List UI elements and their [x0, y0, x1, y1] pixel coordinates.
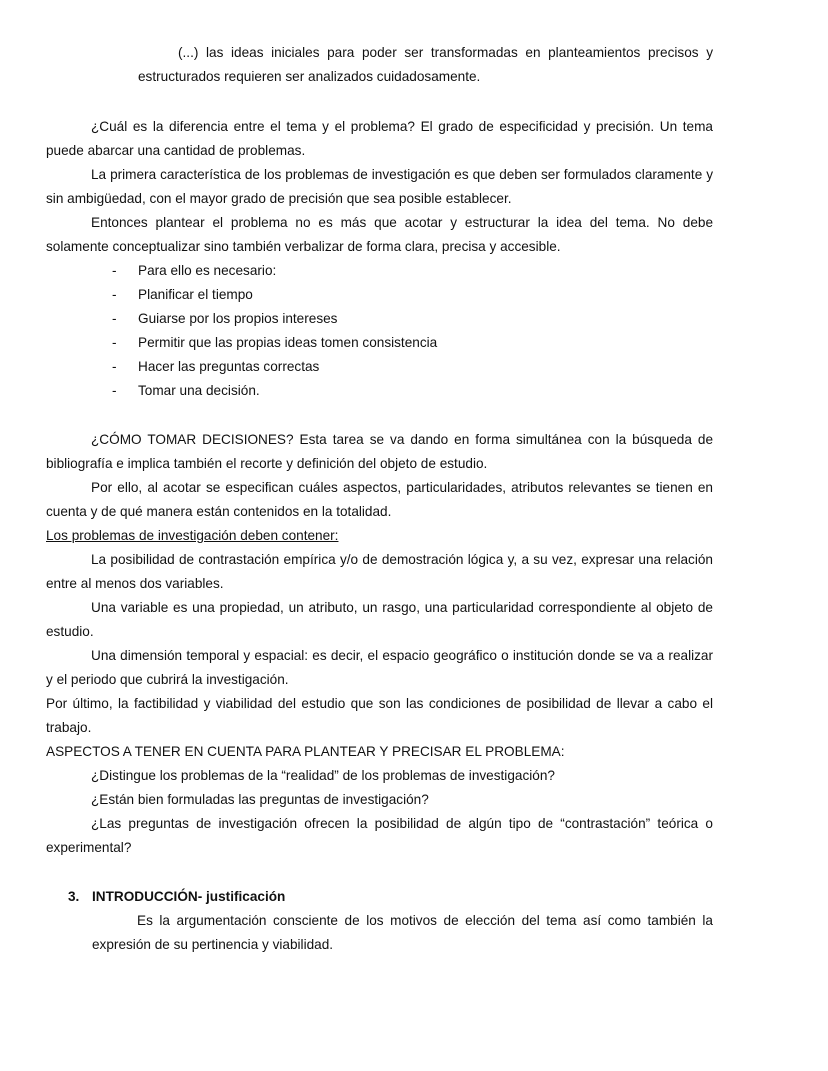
- block-quote: [138, 41, 713, 89]
- section-title: INTRODUCCIÓN- justificación: [92, 889, 286, 904]
- section-tema-problema: [46, 115, 713, 259]
- paragraph: ¿CÓMO TOMAR DECISIONES? Esta tarea se va dando en forma simultánea con la búsqueda de bibliografía e implica también el recorte y definición del objeto de estudio.: [46, 432, 713, 471]
- bullet-marker: -: [112, 383, 117, 398]
- paragraph: Una variable es una propiedad, un atributo, un rasgo, una particularidad correspondiente al objeto de estudio.: [46, 600, 713, 639]
- section-decisiones: [46, 428, 713, 860]
- bullet-marker: -: [112, 335, 117, 350]
- section-heading: [68, 885, 285, 909]
- paragraph: La primera característica de los problemas de investigación es que deben ser formulados claramente y sin ambigüedad, con el mayor grado de precisión que sea posible establecer.: [46, 167, 713, 206]
- list-item: - Para ello es necesario:: [46, 259, 713, 283]
- paragraph: Por último, la factibilidad y viabilidad del estudio que son las condiciones de posibilidad de llevar a cabo el trabajo.: [46, 696, 713, 735]
- paragraph: Entonces plantear el problema no es más que acotar y estructurar la idea del tema. No debe solamente conceptualizar sino también verbalizar de forma clara, precisa y accesible.: [46, 215, 713, 254]
- list-item: - Tomar una decisión.: [46, 379, 713, 403]
- underlined-heading: Los problemas de investigación deben contener:: [46, 528, 339, 543]
- quote-text: (...) las ideas iniciales para poder ser transformadas en planteamientos precisos y estructurados requieren ser analizados cuidadosamente.: [138, 45, 713, 84]
- bullet-marker: -: [112, 287, 117, 302]
- question: ¿Las preguntas de investigación ofrecen la posibilidad de algún tipo de “contrastación” teórica o experimental?: [46, 816, 713, 855]
- list-item: - Permitir que las propias ideas tomen consistencia: [46, 331, 713, 355]
- section-body: [92, 909, 713, 957]
- paragraph: Es la argumentación consciente de los motivos de elección del tema así como también la expresión de su pertinencia y viabilidad.: [92, 913, 713, 952]
- bullet-marker: -: [112, 311, 117, 326]
- paragraph: La posibilidad de contrastación empírica y/o de demostración lógica y, a su vez, expresar una relación entre al menos dos variables.: [46, 552, 713, 591]
- caps-heading: ASPECTOS A TENER EN CUENTA PARA PLANTEAR Y PRECISAR EL PROBLEMA:: [46, 744, 565, 759]
- paragraph: Una dimensión temporal y espacial: es decir, el espacio geográfico o institución donde se va a realizar y el periodo que cubrirá la investigación.: [46, 648, 713, 687]
- paragraph: Por ello, al acotar se especifican cuáles aspectos, particularidades, atributos relevantes se tienen en cuenta y de qué manera están contenidos en la totalidad.: [46, 480, 713, 519]
- bullet-list: [46, 259, 713, 403]
- bullet-marker: -: [112, 263, 117, 278]
- bullet-marker: -: [112, 359, 117, 374]
- question: ¿Están bien formuladas las preguntas de investigación?: [91, 792, 429, 807]
- paragraph: ¿Cuál es la diferencia entre el tema y el problema? El grado de especificidad y precisión. Un tema puede abarcar una cantidad de problemas.: [46, 119, 713, 158]
- list-item: - Guiarse por los propios intereses: [46, 307, 713, 331]
- section-number: 3.: [68, 889, 80, 904]
- list-item: - Planificar el tiempo: [46, 283, 713, 307]
- list-item: - Hacer las preguntas correctas: [46, 355, 713, 379]
- question: ¿Distingue los problemas de la “realidad” de los problemas de investigación?: [91, 768, 555, 783]
